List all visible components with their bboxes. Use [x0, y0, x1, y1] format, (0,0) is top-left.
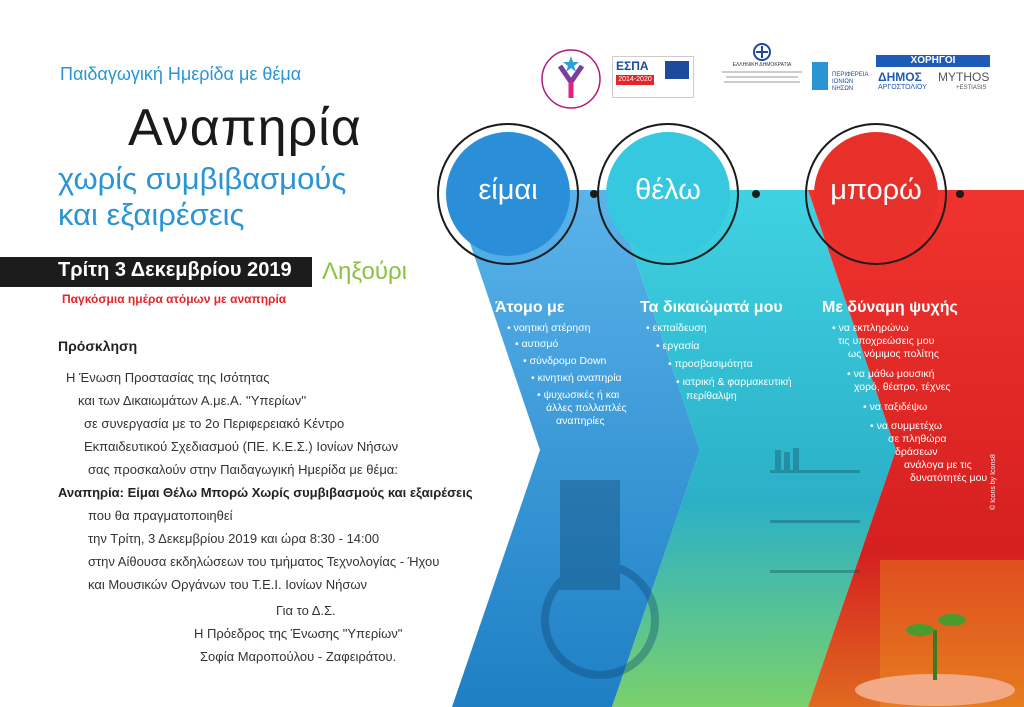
region-logo: ΠΕΡΙΦΕΡΕΙΑ ΙΟΝΙΩΝ ΝΗΣΩΝ	[812, 62, 872, 100]
column-heading-atomo: Άτομο με	[495, 299, 565, 316]
circle-label-eimai: είμαι	[478, 174, 538, 206]
invitation-heading: Πρόσκληση	[58, 338, 138, 354]
list-item: χορό, θέατρο, τέχνες	[854, 381, 951, 393]
list-item: άλλες πολλαπλές	[546, 402, 627, 414]
world-day-note: Παγκόσμια ημέρα ατόμων με αναπηρία	[62, 292, 287, 306]
list-item: • να συμμετέχω	[870, 420, 943, 432]
invitation-theme: Αναπηρία: Είμαι Θέλω Μπορώ Χωρίς συμβιβασμούς και εξαιρέσεις	[58, 485, 473, 500]
list-item: • εκπαίδευση	[646, 322, 707, 334]
list-item: περίθαλψη	[686, 390, 737, 402]
list-item: • νοητική στέρηση	[507, 322, 591, 334]
list-item: • ψυχωσικές ή και	[537, 389, 620, 401]
invitation-line: Η Ένωση Προστασίας της Ισότητας	[66, 370, 270, 385]
signature-line: Η Πρόεδρος της Ένωσης "Υπερίων"	[194, 626, 403, 641]
invitation-line: και Μουσικών Οργάνων του Τ.Ε.Ι. Ιονίων Νήσων	[88, 577, 368, 592]
yperion-logo	[540, 48, 602, 110]
list-item: ως νόμιμος πολίτης	[848, 348, 939, 360]
list-item: δυνατότητές μου	[910, 472, 988, 484]
list-item: τις υποχρεώσεις μου	[838, 335, 935, 347]
invitation-line: Εκπαιδευτικού Σχεδιασμού (ΠΕ. Κ.Ε.Σ.) Ιονίων Νήσων	[84, 439, 399, 454]
circle-label-boro: μπορώ	[830, 174, 922, 206]
list-item: αναπηρίες	[556, 415, 605, 427]
invitation-line: σας προσκαλούν στην Παιδαγωγική Ημερίδα με θέμα:	[88, 462, 398, 477]
invitation-line: που θα πραγματοποιηθεί	[88, 508, 233, 523]
list-item: • εργασία	[656, 340, 700, 352]
sponsors-logo: ΧΟΡΗΓΟΙ ΔΗΜΟΣ ΑΡΓΟΣΤΟΛΙΟΥ MYTHOS +ESTIASIS	[878, 55, 990, 91]
list-item: • κινητική αναπηρία	[531, 372, 622, 384]
invitation-line: και των Δικαιωμάτων Α.με.Α. ''Υπερίων''	[78, 393, 307, 408]
event-date: Τρίτη 3 Δεκεμβρίου 2019	[58, 259, 292, 281]
list-item: • να μάθω μουσική	[847, 368, 935, 380]
ministry-logo: ΕΛΛΗΝΙΚΗ ΔΗΜΟΚΡΑΤΙΑ	[718, 42, 806, 106]
event-city: Ληξούρι	[322, 258, 407, 285]
title-line-3: και εξαιρέσεις	[58, 197, 245, 232]
signature-line: Σοφία Μαροπούλου - Ζαφειράτου.	[200, 649, 397, 664]
list-item: • να ταξιδέψω	[863, 401, 928, 413]
page-title: Αναπηρία	[128, 99, 362, 157]
list-item: δράσεων	[895, 446, 938, 458]
list-item: • ιατρική & φαρμακευτική	[676, 376, 792, 388]
invitation-line: την Τρίτη, 3 Δεκεμβρίου 2019 και ώρα 8:30 - 14:00	[88, 531, 380, 546]
list-item: • να εκπληρώνω	[832, 322, 909, 334]
column-heading-dynami: Με δύναμη ψυχής	[822, 299, 958, 316]
list-item: • σύνδρομο Down	[523, 355, 607, 367]
title-line-2: χωρίς συμβιβασμούς	[58, 161, 347, 196]
list-item: σε πληθώρα	[888, 433, 947, 445]
signature-line: Για το Δ.Σ.	[276, 603, 336, 618]
icon-credit: © Icons by Icons8	[990, 454, 997, 510]
invitation-line: στην Αίθουσα εκδηλώσεων του τμήματος Τεχνολογίας - Ήχου	[88, 554, 440, 569]
list-item: ανάλογα με τις	[904, 459, 972, 471]
event-subtitle: Παιδαγωγική Ημερίδα με θέμα	[60, 64, 302, 84]
circle-label-thelo: θέλω	[635, 174, 701, 206]
column-heading-dikaiomata: Τα δικαιώματά μου	[640, 299, 783, 316]
espa-logo: ΕΣΠΑ 2014-2020	[612, 56, 694, 98]
list-item: • προσβασιμότητα	[668, 358, 753, 370]
list-item: • αυτισμό	[515, 338, 559, 350]
invitation-line: σε συνεργασία με το 2ο Περιφερειακό Κέντρο	[84, 416, 345, 431]
